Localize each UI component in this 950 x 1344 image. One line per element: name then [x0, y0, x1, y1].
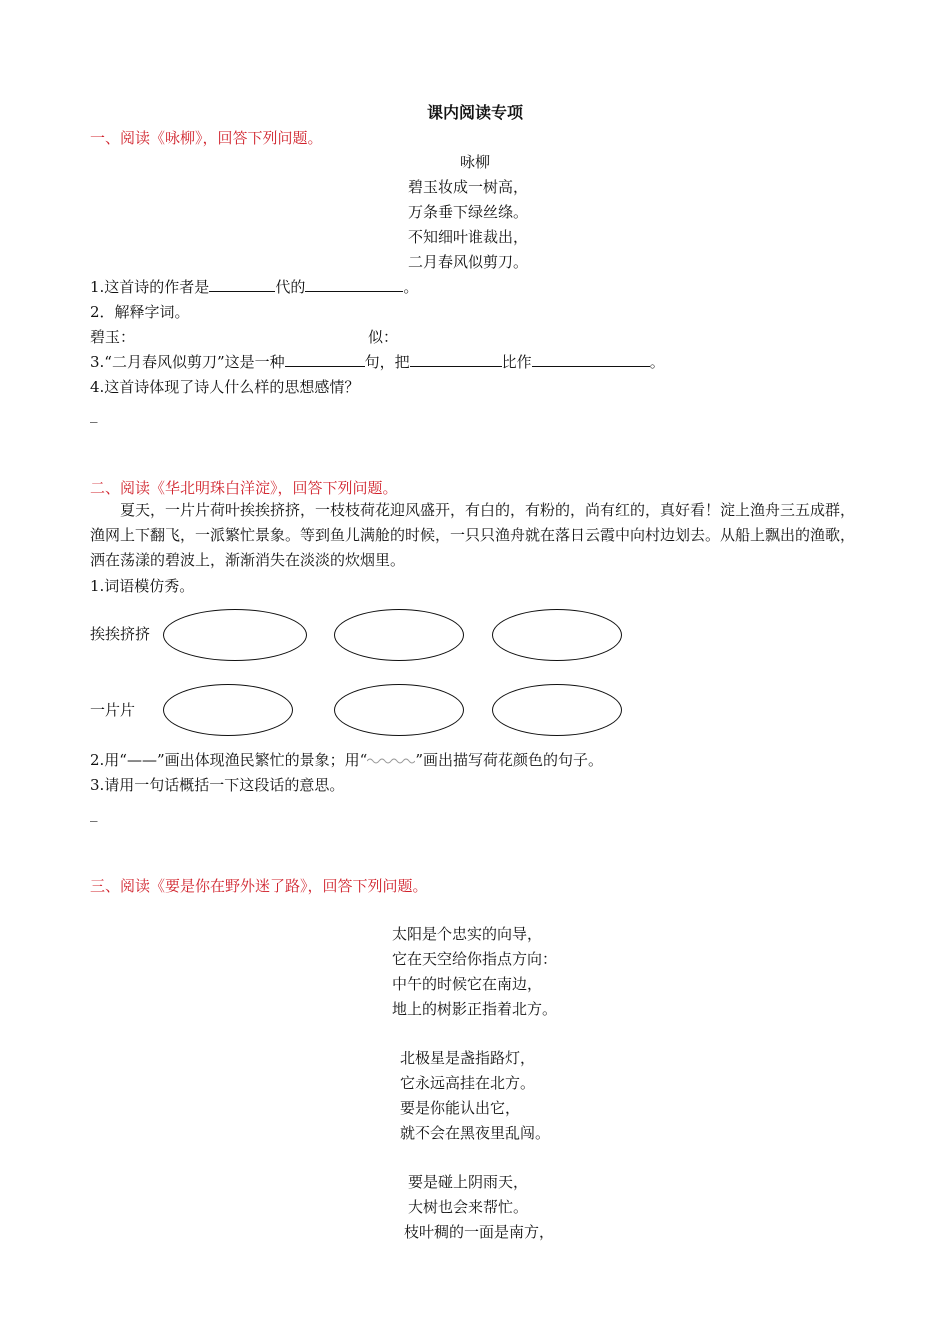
question-3: 3.请用一句话概括一下这段话的意思。 — [90, 776, 345, 794]
question-1-text: 代的 — [275, 278, 306, 296]
poem-line: 北极星是盏指路灯， — [400, 1049, 536, 1067]
answer-blank-dynasty[interactable] — [209, 277, 275, 292]
example-word-aiaijiji: 挨挨挤挤 — [90, 625, 151, 643]
question-2 — [90, 750, 603, 770]
passage: 夏天，一片片荷叶挨挨挤挤，一枝枝荷花迎风盛开，有白的，有粉的，尚有红的，真好看！淀上渔舟三五成群，渔网上下翻飞，一派繁忙景象。等到鱼儿满舱的时候，一只只渔舟就在落日云霞中向村边划去。从船上飘出的渔歌，洒在荡漾的碧波上，渐渐消失在淡淡的炊烟里。 — [90, 501, 856, 569]
answer-oval[interactable] — [492, 684, 622, 736]
question-1-text: 。 — [403, 278, 419, 296]
question-2-text: ”画出描写荷花颜色的句子。 — [415, 751, 603, 769]
wavy-line-icon — [367, 756, 415, 766]
answer-line[interactable]: _ — [90, 405, 98, 423]
question-2-text: 2.用“——”画出体现渔民繁忙的景象；用“ — [90, 751, 368, 769]
question-3-text: 比作 — [501, 353, 532, 371]
poem-line: 要是你能认出它， — [400, 1099, 521, 1117]
poem-line: 大树也会来帮忙。 — [408, 1198, 529, 1216]
question-1 — [90, 277, 418, 297]
question-1: 1.词语模仿秀。 — [90, 577, 195, 595]
section1-heading: 一、阅读《咏柳》，回答下列问题。 — [90, 129, 323, 147]
answer-line[interactable]: _ — [90, 804, 98, 822]
answer-oval[interactable] — [334, 609, 464, 661]
section3-heading: 三、阅读《要是你在野外迷了路》，回答下列问题。 — [90, 877, 428, 895]
section2-heading: 二、阅读《华北明珠白洋淀》，回答下列问题。 — [90, 479, 398, 497]
question-3-text: 。 — [649, 353, 665, 371]
question-1-text: 1.这首诗的作者是 — [90, 278, 210, 296]
poem-line: 要是碰上阴雨天， — [408, 1173, 529, 1191]
answer-blank-author[interactable] — [305, 277, 403, 292]
question-3-text: 句，把 — [364, 353, 410, 371]
poem-line: 万条垂下绿丝绦。 — [408, 203, 529, 221]
poem-line: 太阳是个忠实的向导， — [392, 925, 543, 943]
poem-line: 中午的时候它在南边， — [392, 975, 543, 993]
answer-blank-type[interactable] — [285, 352, 365, 367]
example-word-yipianpian: 一片片 — [90, 701, 136, 719]
poem-line: 二月春风似剪刀。 — [408, 253, 529, 271]
poem-title: 咏柳 — [459, 153, 490, 171]
answer-blank-object[interactable] — [532, 352, 650, 367]
question-2: 2．解释字词。 — [90, 303, 190, 321]
word-biyu: 碧玉： — [90, 328, 136, 346]
answer-oval[interactable] — [492, 609, 622, 661]
answer-oval[interactable] — [163, 609, 307, 661]
word-si: 似： — [368, 328, 399, 346]
question-4: 4.这首诗体现了诗人什么样的思想感情？ — [90, 378, 360, 396]
poem-line: 它在天空给你指点方向： — [392, 950, 558, 968]
question-3-text: 3.“二月春风似剪刀”这是一种 — [90, 353, 285, 371]
poem-line: 就不会在黑夜里乱闯。 — [400, 1124, 551, 1142]
poem-line: 碧玉妆成一树高， — [408, 178, 529, 196]
answer-blank-subject[interactable] — [410, 352, 502, 367]
poem-line: 它永远高挂在北方。 — [400, 1074, 536, 1092]
page-title: 课内阅读专项 — [426, 103, 523, 122]
poem-line: 不知细叶谁裁出， — [408, 228, 529, 246]
answer-oval[interactable] — [163, 684, 293, 736]
answer-oval[interactable] — [334, 684, 464, 736]
poem-line: 枝叶稠的一面是南方， — [404, 1223, 555, 1241]
question-3 — [90, 352, 665, 372]
poem-line: 地上的树影正指着北方。 — [392, 1000, 558, 1018]
